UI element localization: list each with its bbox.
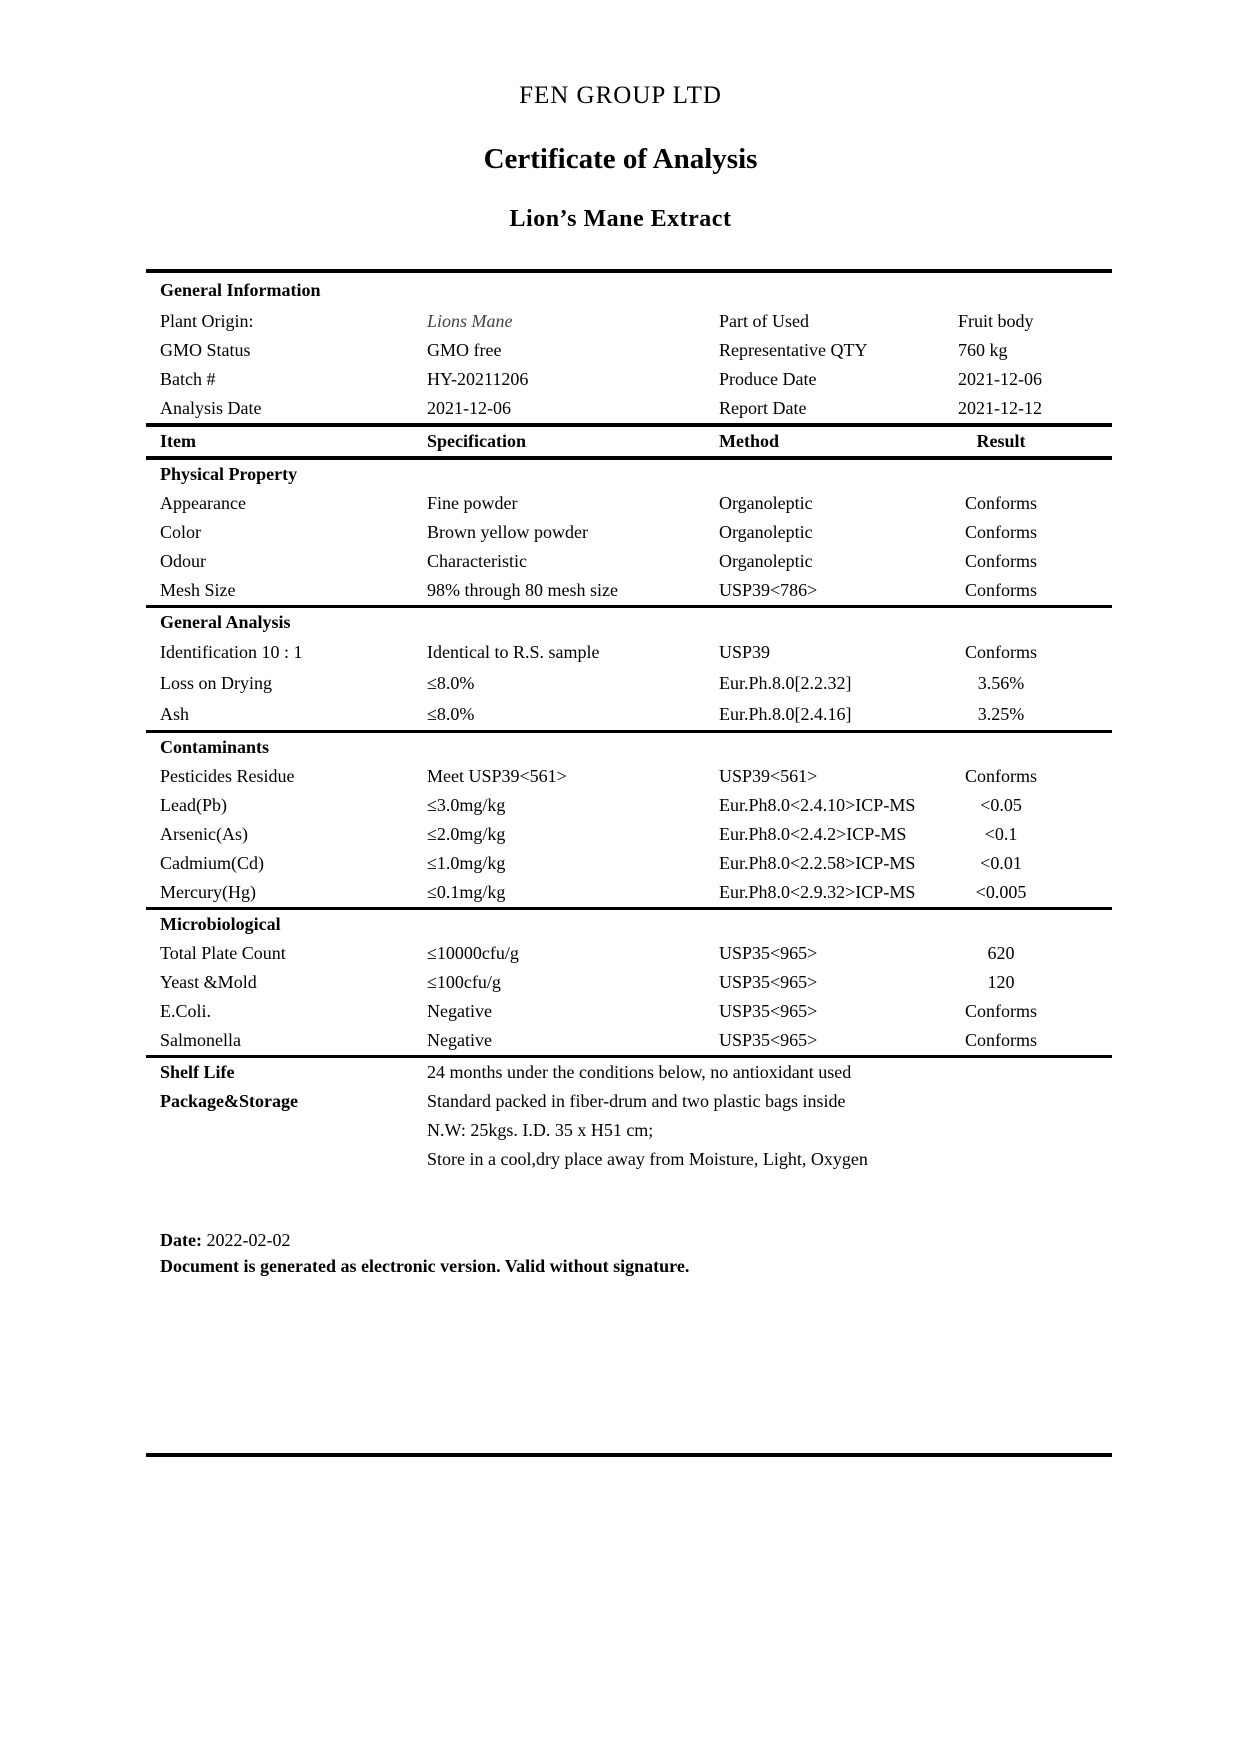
table-row [146,1026,1112,1055]
method-cell: Eur.Ph.8.0[2.4.16] [719,704,852,724]
method-cell: Organoleptic [719,493,813,513]
table-row [146,489,1112,518]
field-label: Produce Date [719,369,817,389]
spec-cell: ≤2.0mg/kg [427,824,506,844]
item-cell: Total Plate Count [160,943,286,963]
spec-cell: ≤100cfu/g [427,972,501,992]
table-row [146,762,1112,791]
document-title: Certificate of Analysis [483,143,758,175]
field-value: GMO free [427,340,502,360]
field-value: 760 kg [958,340,1008,360]
section-heading-contaminants: Contaminants [160,737,270,757]
method-cell: USP39<561> [719,766,818,786]
method-cell: USP35<965> [719,1030,818,1050]
result-cell: Conforms [965,580,1037,600]
footer-block [146,1227,1112,1279]
item-cell: Appearance [160,493,246,513]
result-cell: Conforms [965,766,1037,786]
field-label: GMO Status [160,340,251,360]
spec-cell: Negative [427,1001,492,1021]
spec-cell: ≤1.0mg/kg [427,853,506,873]
result-cell: Conforms [965,493,1037,513]
package-storage-row [146,1087,1112,1116]
field-value: 2021-12-06 [958,369,1042,389]
result-cell: 3.56% [977,673,1025,693]
field-label: Representative QTY [719,340,868,360]
field-label: Part of Used [719,311,809,331]
item-cell: Color [160,522,202,542]
product-name: Lion’s Mane Extract [509,206,732,232]
date-value: 2022-02-02 [206,1230,291,1250]
section-heading-general-information: General Information [160,280,321,300]
storage-block [146,1058,1112,1174]
package-storage-value: Store in a cool,dry place away from Moisture, Light, Oxygen [427,1149,868,1169]
table-row [146,820,1112,849]
result-cell: Conforms [965,642,1037,662]
result-cell: <0.005 [975,882,1027,902]
field-value: Fruit body [958,311,1034,331]
result-cell: <0.05 [980,795,1022,815]
field-value-plant-origin: Lions Mane [427,311,513,331]
field-label: Batch # [160,369,216,389]
issue-date-line [160,1227,1112,1253]
column-header-result: Result [976,431,1026,451]
spec-cell: Identical to R.S. sample [427,642,600,662]
table-row [146,968,1112,997]
date-label: Date: [160,1230,202,1250]
section-heading-general-analysis: General Analysis [160,612,291,632]
spec-cell: Meet USP39<561> [427,766,567,786]
result-cell: 120 [987,972,1015,992]
table-row [146,849,1112,878]
spec-cell: ≤8.0% [427,704,475,724]
method-cell: Eur.Ph8.0<2.4.2>ICP-MS [719,824,907,844]
info-row [146,394,1112,423]
method-cell: Organoleptic [719,551,813,571]
item-cell: Mesh Size [160,580,236,600]
method-cell: Eur.Ph.8.0[2.2.32] [719,673,852,693]
item-cell: Ash [160,704,190,724]
info-row [146,365,1112,394]
item-cell: Odour [160,551,206,571]
table-row [146,547,1112,576]
field-label: Report Date [719,398,807,418]
result-cell: Conforms [965,551,1037,571]
section-heading-physical-property: Physical Property [160,464,298,484]
field-label: Analysis Date [160,398,262,418]
field-value: HY-20211206 [427,369,529,389]
item-cell: Loss on Drying [160,673,272,693]
item-cell: Pesticides Residue [160,766,295,786]
general-analysis-rows [146,637,1112,730]
field-value: 2021-12-06 [427,398,511,418]
spec-cell: ≤0.1mg/kg [427,882,506,902]
table-row [146,668,1112,699]
section-heading-microbiological: Microbiological [160,914,281,934]
method-cell: USP35<965> [719,1001,818,1021]
table-row [146,939,1112,968]
item-cell: Identification 10 : 1 [160,642,303,662]
column-header-item: Item [160,431,196,451]
result-cell: Conforms [965,522,1037,542]
method-cell: Eur.Ph8.0<2.2.58>ICP-MS [719,853,916,873]
method-cell: USP35<965> [719,972,818,992]
info-row [146,336,1112,365]
physical-property-rows [146,489,1112,605]
spec-cell: Characteristic [427,551,527,571]
package-storage-row [146,1116,1112,1145]
table-header-row [146,427,1112,456]
item-cell: Yeast &Mold [160,972,257,992]
table-row [146,518,1112,547]
spec-cell: Negative [427,1030,492,1050]
spec-cell: 98% through 80 mesh size [427,580,618,600]
result-cell: 3.25% [977,704,1025,724]
company-name: FEN GROUP LTD [519,82,722,109]
item-cell: Arsenic(As) [160,824,248,844]
item-cell: Cadmium(Cd) [160,853,264,873]
item-cell: Salmonella [160,1030,241,1050]
general-information-grid [146,307,1112,423]
table-row [146,791,1112,820]
package-storage-row [146,1145,1112,1174]
certificate-body [146,269,1112,1457]
table-row [146,699,1112,730]
spec-cell: ≤10000cfu/g [427,943,519,963]
result-cell: Conforms [965,1030,1037,1050]
method-cell: Eur.Ph8.0<2.9.32>ICP-MS [719,882,916,902]
field-value: 2021-12-12 [958,398,1042,418]
method-cell: USP39<786> [719,580,818,600]
column-header-specification: Specification [427,431,526,451]
field-label: Plant Origin: [160,311,254,331]
package-storage-value: Standard packed in fiber-drum and two plastic bags inside [427,1091,846,1111]
divider-top [146,269,1112,273]
contaminants-rows [146,762,1112,907]
shelf-life-row [146,1058,1112,1087]
method-cell: USP39 [719,642,771,662]
spec-cell: Fine powder [427,493,518,513]
table-row [146,878,1112,907]
method-cell: Eur.Ph8.0<2.4.10>ICP-MS [719,795,916,815]
package-storage-label: Package&Storage [160,1091,298,1111]
table-row [146,637,1112,668]
divider-bottom [146,1453,1112,1457]
microbiological-rows [146,939,1112,1055]
method-cell: Organoleptic [719,522,813,542]
result-cell: Conforms [965,1001,1037,1021]
shelf-life-label: Shelf Life [160,1062,235,1082]
table-row [146,576,1112,605]
result-cell: 620 [987,943,1015,963]
item-cell: Mercury(Hg) [160,882,256,902]
package-storage-value: N.W: 25kgs. I.D. 35 x H51 cm; [427,1120,654,1140]
spec-cell: ≤8.0% [427,673,475,693]
shelf-life-value: 24 months under the conditions below, no antioxidant used [427,1062,852,1082]
info-row [146,307,1112,336]
method-cell: USP35<965> [719,943,818,963]
column-header-method: Method [719,431,779,451]
result-cell: <0.01 [980,853,1022,873]
spec-cell: ≤3.0mg/kg [427,795,506,815]
table-row [146,997,1112,1026]
item-cell: Lead(Pb) [160,795,227,815]
item-cell: E.Coli. [160,1001,212,1021]
electronic-version-note: Document is generated as electronic version. Valid without signature. [160,1256,690,1276]
result-cell: <0.1 [984,824,1018,844]
spec-cell: Brown yellow powder [427,522,588,542]
